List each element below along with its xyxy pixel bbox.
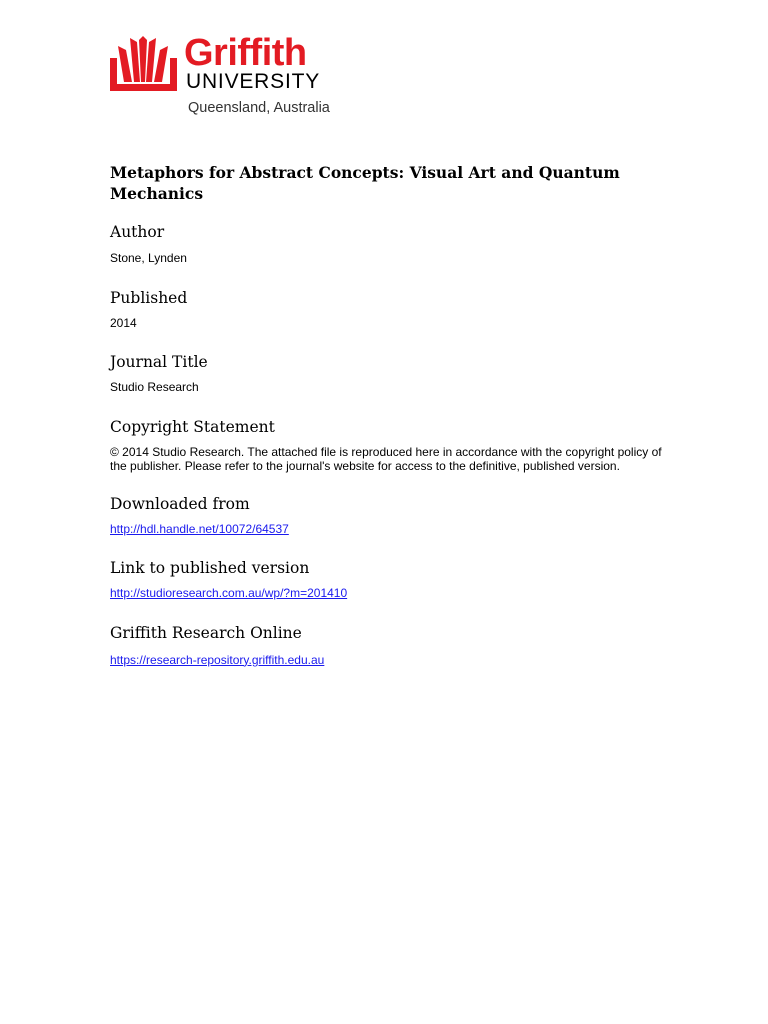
handle-link[interactable]: http://hdl.handle.net/10072/64537 bbox=[110, 521, 289, 536]
research-online-row bbox=[110, 653, 670, 668]
journal-title-heading: Journal Title bbox=[110, 353, 208, 371]
section-author bbox=[110, 222, 670, 266]
griffith-logo bbox=[108, 34, 340, 120]
section-research-online bbox=[110, 623, 670, 668]
section-downloaded-from bbox=[110, 494, 670, 537]
published-version-row bbox=[110, 586, 670, 601]
logo-wordmark-university: UNIVERSITY bbox=[186, 70, 321, 93]
published-value: 2014 bbox=[110, 315, 137, 330]
journal-title-value: Studio Research bbox=[110, 380, 199, 394]
document-title: Metaphors for Abstract Concepts: Visual Art and Quantum Mechanics bbox=[110, 163, 620, 203]
logo-location: Queensland, Australia bbox=[188, 100, 330, 116]
copyright-heading: Copyright Statement bbox=[110, 417, 275, 436]
section-published-version bbox=[110, 558, 670, 601]
section-journal-title bbox=[110, 352, 670, 395]
section-copyright bbox=[110, 417, 670, 474]
published-version-heading: Link to published version bbox=[110, 559, 310, 577]
research-online-heading: Griffith Research Online bbox=[110, 623, 302, 642]
published-heading: Published bbox=[110, 288, 188, 307]
metadata-content bbox=[110, 162, 670, 667]
published-version-link[interactable]: http://studioresearch.com.au/wp/?m=201410 bbox=[110, 586, 348, 600]
downloaded-from-heading: Downloaded from bbox=[110, 494, 250, 513]
copyright-value: © 2014 Studio Research. The attached file is reproduced here in accordance with the copyright policy of the publisher. Please refer to the journal's website for access to the definitive, published version. bbox=[110, 444, 662, 473]
downloaded-from-row bbox=[110, 522, 670, 537]
logo-wordmark-griffith: Griffith bbox=[184, 32, 307, 74]
section-published bbox=[110, 288, 670, 331]
author-value: Stone, Lynden bbox=[110, 251, 187, 265]
author-heading: Author bbox=[110, 223, 165, 241]
repository-link[interactable]: https://research-repository.griffith.edu.au bbox=[110, 652, 325, 667]
flame-emblem-icon bbox=[108, 36, 178, 92]
